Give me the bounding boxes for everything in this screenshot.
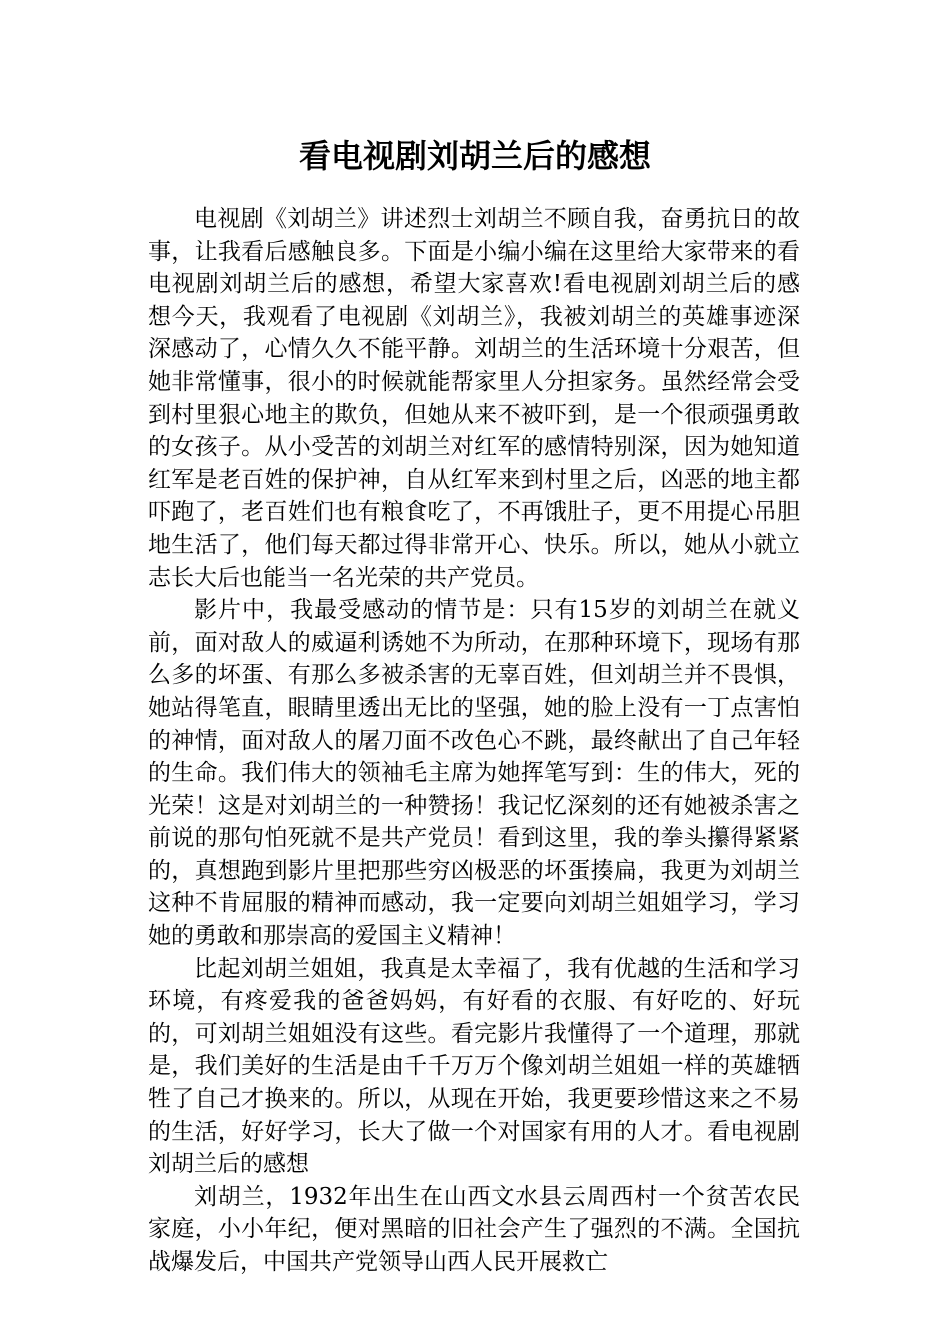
document-body	[148, 203, 800, 1279]
paragraph-3: 比起刘胡兰姐姐，我真是太幸福了，我有优越的生活和学习环境，有疼爱我的爸爸妈妈，有好看的衣服、有好吃的、好玩的，可刘胡兰姐姐没有这些。看完影片我懂得了一个道理，那就是，我们美好的生活是由千千万万个像刘胡兰姐姐一样的英雄牺牲了自己才换来的。所以，从现在开始，我更要珍惜这来之不易的生活，好好学习，长大了做一个对国家有用的人才。看电视剧刘胡兰后的感想	[148, 955, 800, 1178]
paragraph-2: 影片中，我最受感动的情节是：只有15岁的刘胡兰在就义前，面对敌人的威逼利诱她不为所动，在那种环境下，现场有那么多的坏蛋、有那么多被杀害的无辜百姓，但刘胡兰并不畏惧，她站得笔直，眼睛里透出无比的坚强，她的脸上没有一丁点害怕的神情，面对敌人的屠刀面不改色心不跳，最终献出了自己年轻的生命。我们伟大的领袖毛主席为她挥笔写到：生的伟大，死的光荣！这是对刘胡兰的一种赞扬！我记忆深刻的还有她被杀害之前说的那句怕死就不是共产党员！看到这里，我的拳头攥得紧紧的，真想跑到影片里把那些穷凶极恶的坏蛋揍扁，我更为刘胡兰这种不肯屈服的精神而感动，我一定要向刘胡兰姐姐学习，学习她的勇敢和那崇高的爱国主义精神！	[148, 597, 800, 950]
paragraph-1: 电视剧《刘胡兰》讲述烈士刘胡兰不顾自我，奋勇抗日的故事，让我看后感触良多。下面是小编小编在这里给大家带来的看电视剧刘胡兰后的感想，希望大家喜欢!看电视剧刘胡兰后的感想今天，我观看了电视剧《刘胡兰》，我被刘胡兰的英雄事迹深深感动了，心情久久不能平静。刘胡兰的生活环境十分艰苦，但她非常懂事，很小的时候就能帮家里人分担家务。虽然经常会受到村里狠心地主的欺负，但她从来不被吓到，是一个很顽强勇敢的女孩子。从小受苦的刘胡兰对红军的感情特别深，因为她知道红军是老百姓的保护神，自从红军来到村里之后，凶恶的地主都吓跑了，老百姓们也有粮食吃了，不再饿肚子，更不用提心吊胆地生活了，他们每天都过得非常开心、快乐。所以，她从小就立志长大后也能当一名光荣的共产党员。	[148, 206, 800, 591]
paragraph-4: 刘胡兰，1932年出生在山西文水县云周西村一个贫苦农民家庭，小小年纪，便对黑暗的旧社会产生了强烈的不满。全国抗战爆发后，中国共产党领导山西人民开展救亡	[148, 1183, 800, 1275]
document-title: 看电视剧刘胡兰后的感想	[298, 137, 651, 175]
